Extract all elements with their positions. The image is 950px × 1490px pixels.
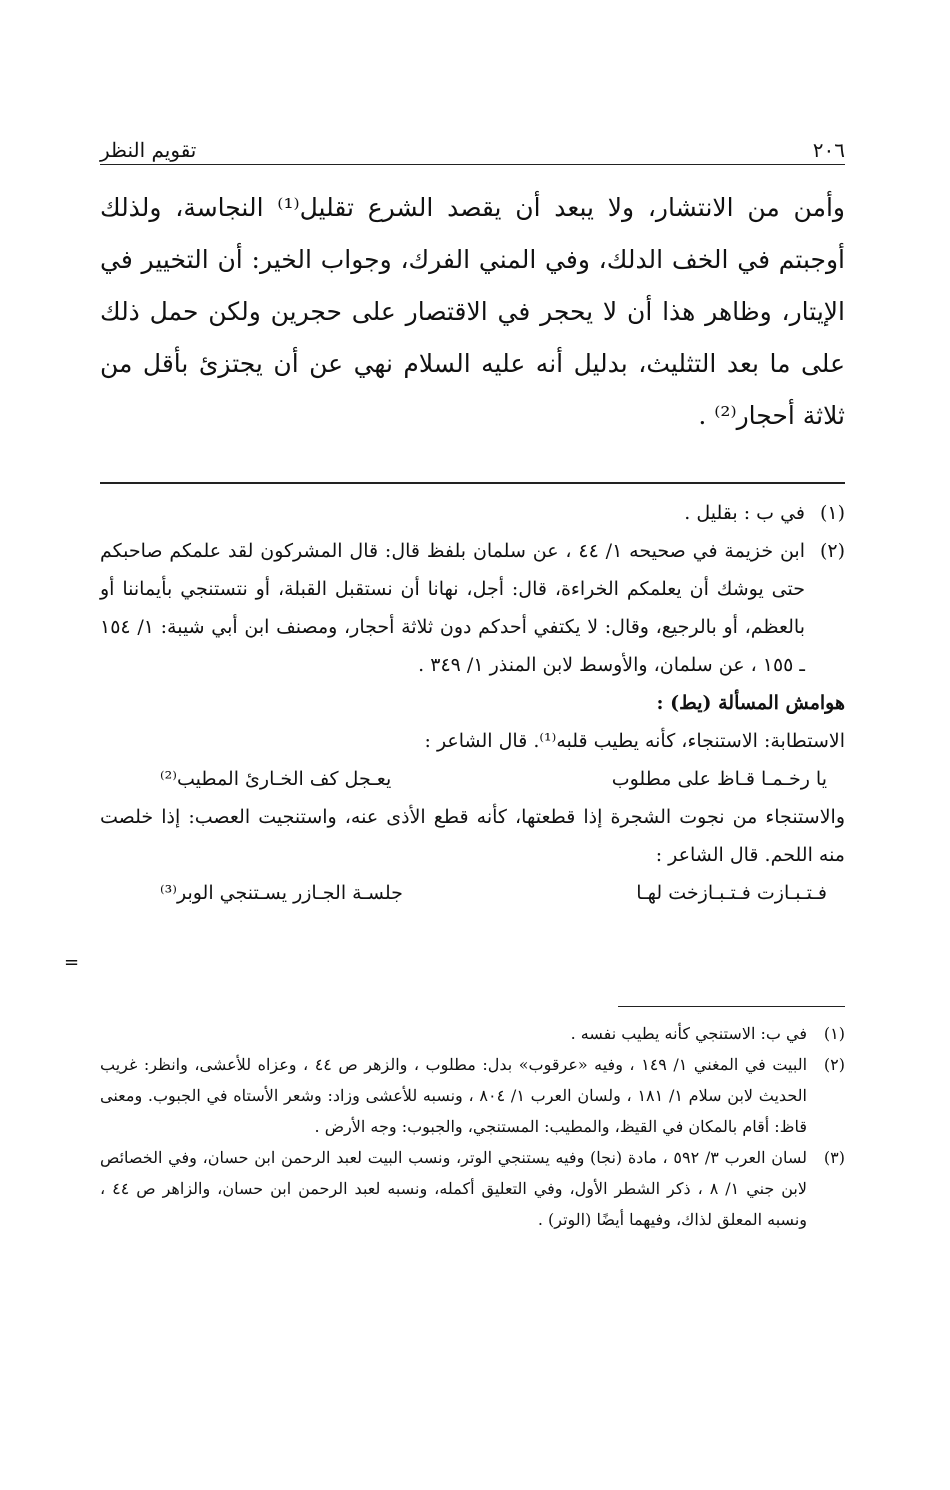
verse-first-hemistich: فـتـبـازت فـتـبـازخت لهـا [636,882,827,904]
footnote-separator [100,482,845,484]
footnote-text: البيت في المغني ١/ ١٤٩ ، وفيه «عرقوب» بدل: مطلوب ، والزهر ص ٤٤ ، وعزاه للأعشى، وانظر: غريب الحديث لابن سلام ١/ ١٨١ ، ولسان العرب ١/ ٨٠٤ ، ونسبه للأعشى وزاد: وشعر الأستاه في الجبوب. ومعنى قاظ: أقام بالمكان في القيظ، والمطيب: المستنجي، والجبوب: وجه الأرض . [100,1055,808,1136]
footnote-text: لسان العرب ٣/ ٥٩٢ ، مادة (نجا) وفيه يستنجي الوتر، ونسب البيت لعبد الرحمن ابن حسان، وفي الخصائص لابن جني ١/ ٨ ، ذكر الشطر الأول، وفي التعليق أكمله، ونسبه لعبد الرحمن ابن حسان، والزاهر ص ٤٤ ، ونسبه المعلق لذاك، وفيهما أيضًا (الوتر) . [100,1148,808,1229]
running-title: تقويم النظر [100,138,197,162]
poetry-verse [100,760,845,798]
margin-note-line: والاستنجاء من نجوت الشجرة إذا قطعتها، كأنه قطع الأذى عنه، واستنجيت العصب: إذا خلصت منه اللحم. قال الشاعر : [100,806,846,866]
footnote-mark: (٢) [823,1055,845,1074]
footnote-item [100,1018,845,1049]
footnote-mark: (١) [823,1024,845,1043]
footnote-item [100,1049,845,1142]
footnote-mark: (٣) [823,1148,845,1167]
margin-notes-heading: هوامش المسألة (يط) : [656,692,845,714]
footnotes-primary [100,494,845,912]
footnote-mark: (٢) [819,540,845,562]
footnote-text: ابن خزيمة في صحيحه ١/ ٤٤ ، عن سلمان بلفظ قال: قال المشركون لقد علمكم صاحبكم حتى يوشك أن يعلمكم الخراءة، قال: أجل، نهانا أن نستقبل القبلة، أو نتستنجي بأيماننا أو بالعظم، أو بالرجيع، وقال: لا يكتفي أحدكم دون ثلاثة أحجار، ومصنف ابن أبي شيبة: ١/ ١٥٤ ـ ١٥٥ ، عن سلمان، والأوسط لابن المنذر ١/ ٣٤٩ . [100,540,805,676]
page-header [100,118,845,162]
footnote-item [100,1142,845,1235]
poetry-verse [100,874,845,912]
sub-footnote-separator [618,1006,845,1007]
verse-first-hemistich: يا رخـمـا قـاظ على مطلوب [611,768,827,790]
verse-second-hemistich: جلسـة الجـازر يسـتنجي الوبر⁽³⁾ [160,882,403,904]
footnote-item [100,494,845,532]
verse-second-hemistich: يعـجل كف الخـارئ المطيب⁽²⁾ [160,768,392,790]
footnote-text: في ب : بقليل . [684,502,805,524]
footnote-text: في ب: الاستنجي كأنه يطيب نفسه . [570,1024,807,1043]
main-text [100,182,845,442]
main-paragraph: وأمن من الانتشار، ولا يبعد أن يقصد الشرع تقليل⁽¹⁾ النجاسة، ولذلك أوجبتم في الخف الدلك، وفي المني الفرك، وجواب الخير: أن التخيير في الإيتار، وظاهر هذا أن لا يحجر في الاقتصار على حجرين ولكن حمل ذلك على ما بعد التثليث، بدليل أنه عليه السلام نهي عن أن يجتزئ بأقل من ثلاثة أحجار⁽²⁾ . [100,193,845,430]
header-rule [100,164,845,165]
page-number: ٢٠٦ [812,138,845,162]
footnote-item [100,532,845,684]
footnotes-secondary [100,1018,845,1235]
margin-note-line: الاستطابة: الاستنجاء، كأنه يطيب قلبه⁽¹⁾. قال الشاعر : [424,730,845,752]
footnote-mark: (١) [819,502,845,524]
continuation-mark: = [64,952,80,973]
